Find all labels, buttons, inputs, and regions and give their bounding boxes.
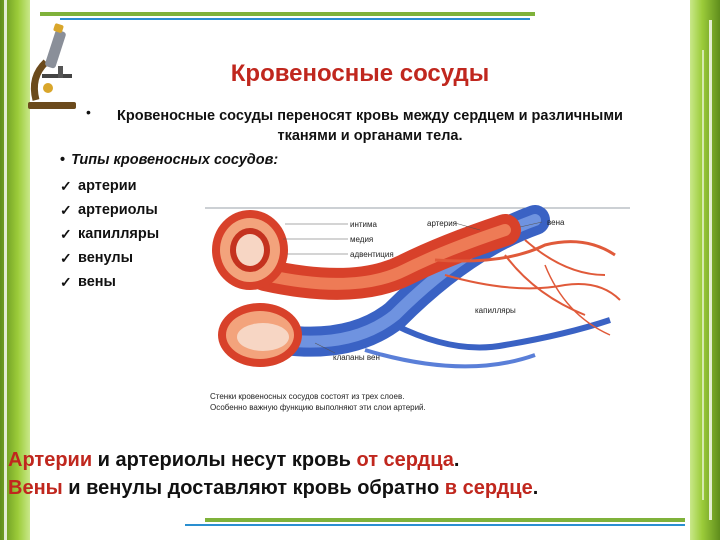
intro-bullet: •: [86, 104, 91, 120]
label-artery: артерия: [427, 219, 457, 228]
checkmark-icon: ✓: [60, 249, 72, 266]
checkmark-icon: ✓: [60, 177, 72, 194]
list-item: [60, 270, 159, 294]
list-item: [60, 174, 159, 198]
label-adventitia: адвентиция: [350, 250, 394, 259]
list-item-label: капилляры: [78, 226, 160, 242]
list-item-label: артерии: [78, 178, 137, 194]
summary-text-part: .: [453, 449, 460, 471]
intro-text: Кровеносные сосуды переносят кровь между сердцем и различными тканями и органами тела.: [117, 108, 623, 144]
summary-text-part: и венулы доставляют кровь обратно: [62, 477, 445, 499]
summary-text-part: .: [532, 477, 539, 499]
blood-vessels-illustration: [205, 205, 630, 417]
frame-right-line: [702, 50, 704, 500]
label-vein: вена: [547, 218, 565, 227]
top-decor-stripe: [60, 18, 530, 20]
to-heart-phrase: в сердце: [444, 477, 533, 499]
arteries-word: Артерии: [8, 449, 93, 471]
types-heading: [60, 152, 278, 168]
frame-right-line: [709, 20, 712, 520]
figure-caption-line1: Стенки кровеносных сосудов состоят из трех слоев.: [210, 392, 405, 401]
summary-text: [8, 446, 688, 502]
top-decor-stripe: [40, 12, 535, 16]
veins-word: Вены: [8, 477, 63, 499]
list-item-label: артериолы: [78, 202, 158, 218]
summary-text-part: и артериолы несут кровь: [92, 449, 357, 471]
slide-title: Кровеносные сосуды: [230, 60, 490, 87]
summary-line-arteries: [8, 446, 688, 474]
from-heart-phrase: от сердца: [356, 449, 454, 471]
artery-cross-section: [212, 210, 288, 290]
list-item: [60, 198, 159, 222]
bottom-decor-stripe: [185, 524, 685, 526]
label-capillaries: капилляры: [475, 306, 516, 315]
checkmark-icon: ✓: [60, 201, 72, 218]
figure-caption-line2: Особенно важную функцию выполняют эти слои артерий.: [210, 403, 426, 412]
list-item: [60, 246, 159, 270]
list-item-label: венулы: [78, 250, 134, 266]
vessel-types-list: [60, 174, 159, 294]
summary-line-veins: [8, 474, 688, 502]
vein-cross-section: [218, 303, 302, 367]
label-valves: клапаны вен: [333, 353, 380, 362]
checkmark-icon: ✓: [60, 225, 72, 242]
label-media: медия: [350, 235, 374, 244]
types-bullet: •: [60, 152, 66, 168]
types-heading-text: Типы кровеносных сосудов:: [71, 152, 279, 168]
bottom-decor-stripe: [205, 518, 685, 522]
checkmark-icon: ✓: [60, 273, 72, 290]
label-intima: интима: [350, 220, 377, 229]
list-item-label: вены: [78, 274, 116, 290]
list-item: [60, 222, 159, 246]
